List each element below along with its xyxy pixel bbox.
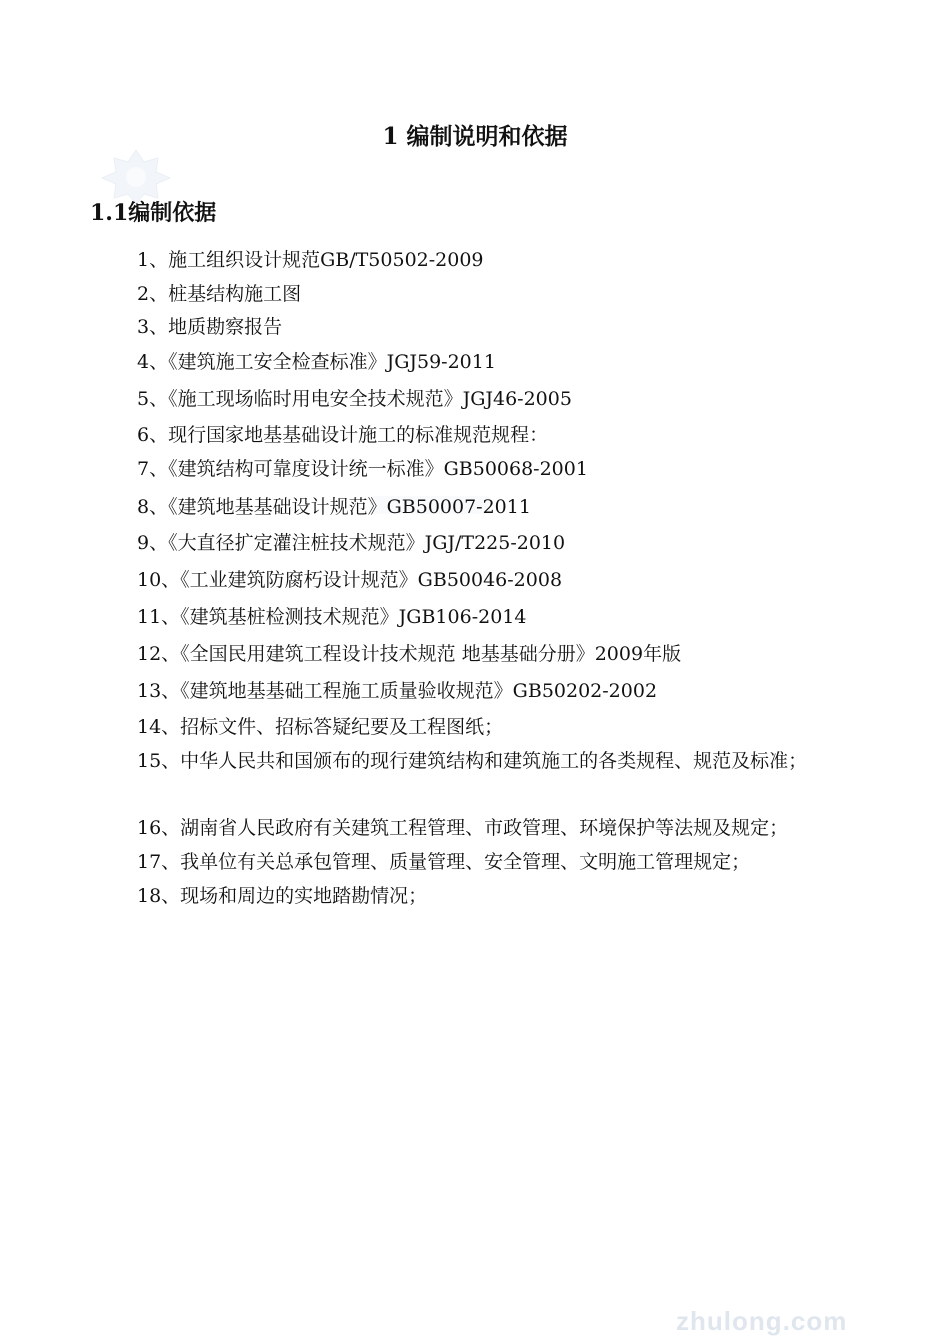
reference-item-14: 14、招标文件、招标答疑纪要及工程图纸； bbox=[137, 716, 504, 738]
reference-item-9: 9、《大直径扩定灌注桩技术规范》JGJ/T225-2010 bbox=[137, 532, 566, 554]
reference-item-17: 17、我单位有关总承包管理、质量管理、安全管理、文明施工管理规定； bbox=[137, 851, 751, 873]
reference-item-15: 15、中华人民共和国颁布的现行建筑结构和建筑施工的各类规程、规范及标准； bbox=[137, 750, 808, 772]
reference-item-8: 8、《建筑地基基础设计规范》GB50007-2011 bbox=[137, 496, 531, 518]
reference-item-13: 13、《建筑地基基础工程施工质量验收规范》GB50202-2002 bbox=[137, 680, 658, 702]
reference-item-3: 3、地质勘察报告 bbox=[137, 316, 283, 338]
reference-item-1: 1、施工组织设计规范GB/T50502-2009 bbox=[137, 249, 484, 271]
reference-item-18: 18、现场和周边的实地踏勘情况； bbox=[137, 885, 428, 907]
reference-item-11: 11、《建筑基桩检测技术规范》JGB106-2014 bbox=[137, 606, 527, 628]
reference-item-10: 10、《工业建筑防腐朽设计规范》GB50046-2008 bbox=[137, 569, 563, 591]
reference-item-6: 6、现行国家地基基础设计施工的标准规范规程： bbox=[137, 424, 549, 446]
reference-item-16: 16、湖南省人民政府有关建筑工程管理、市政管理、环境保护等法规及规定； bbox=[137, 817, 789, 839]
reference-item-4: 4、《建筑施工安全检查标准》JGJ59-2011 bbox=[137, 351, 496, 373]
section-heading: 1.1编制依据 bbox=[90, 200, 217, 226]
reference-item-7: 7、《建筑结构可靠度设计统一标准》GB50068-2001 bbox=[137, 458, 588, 480]
reference-item-2: 2、桩基结构施工图 bbox=[137, 283, 302, 305]
document-title: 1 编制说明和依据 bbox=[382, 123, 568, 150]
reference-item-5: 5、《施工现场临时用电安全技术规范》JGJ46-2005 bbox=[137, 388, 572, 410]
reference-item-12: 12、《全国民用建筑工程设计技术规范 地基基础分册》2009年版 bbox=[137, 643, 682, 665]
watermark-footer-text: zhulong.com bbox=[676, 1306, 848, 1336]
